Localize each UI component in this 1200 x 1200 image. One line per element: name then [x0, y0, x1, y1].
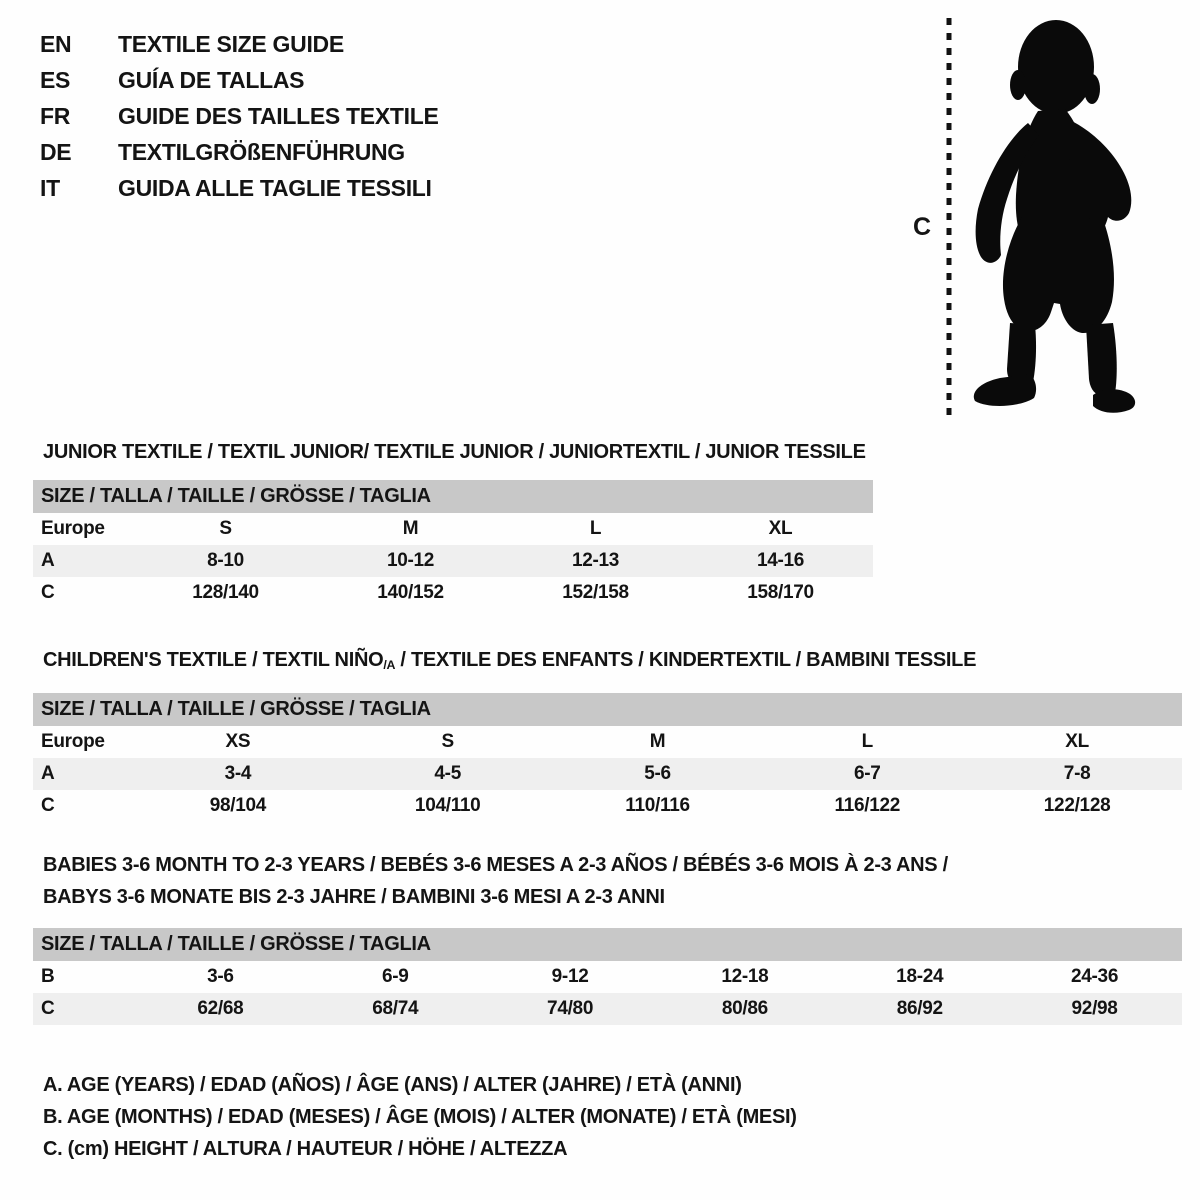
size-table — [33, 480, 873, 609]
heading-text: JUNIOR TEXTILE / TEXTIL JUNIOR/ TEXTILE JUNIOR / JUNIORTEXTIL / JUNIOR TESSILE — [43, 441, 866, 463]
table-cell: S — [219, 518, 232, 539]
table-cell: M — [402, 518, 419, 539]
legend — [43, 1069, 797, 1165]
table-header-bar: SIZE / TALLA / TAILLE / GRÖSSE / TAGLIA — [33, 480, 873, 513]
table-cell: 104/110 — [414, 795, 481, 817]
language-row — [40, 134, 439, 170]
row-label: A — [41, 550, 55, 571]
language-row — [40, 62, 439, 98]
section-heading — [43, 436, 873, 468]
heading-text: BABYS 3-6 MONATE BIS 2-3 JAHRE / BAMBINI 3-6 MESI A 2-3 ANNI — [43, 886, 665, 908]
table-row — [33, 726, 1182, 758]
table-cell: 12-13 — [571, 550, 620, 571]
language-code: ES — [40, 66, 71, 93]
language-title: GUIDE DES TAILLES TEXTILE — [118, 102, 439, 129]
row-label: C — [41, 998, 55, 1019]
table-cell: 14-16 — [756, 550, 805, 571]
language-code: IT — [40, 174, 60, 201]
table-cell: 9-12 — [551, 966, 589, 987]
language-code: FR — [40, 102, 71, 129]
row-label: Europe — [41, 518, 105, 539]
row-label: Europe — [41, 731, 105, 753]
heading-text: /A — [383, 658, 396, 673]
size-table — [33, 928, 1182, 1025]
table-cell: 3-6 — [207, 966, 234, 987]
table-cell: 116/122 — [834, 795, 901, 817]
table-cell: 8-10 — [207, 550, 244, 571]
section-childrens-textile — [33, 644, 1182, 822]
language-row — [40, 170, 439, 206]
section-heading — [43, 644, 1182, 681]
row-label: A — [41, 763, 55, 785]
table-row — [33, 513, 873, 545]
table-row — [33, 790, 1182, 822]
section-junior-textile — [33, 436, 873, 609]
legend-line: B. AGE (MONTHS) / EDAD (MESES) / ÂGE (MOIS) / ALTER (MONATE) / ETÀ (MESI) — [43, 1106, 797, 1128]
height-measure-label: C — [913, 213, 932, 241]
table-cell: 128/140 — [192, 582, 259, 603]
heading-text: / TEXTILE DES ENFANTS / KINDERTEXTIL / BAMBINI TESSILE — [395, 649, 977, 671]
section-heading — [43, 849, 1182, 913]
table-row — [33, 993, 1182, 1025]
table-cell: 5-6 — [644, 763, 671, 785]
row-label: B — [41, 966, 55, 987]
table-header-bar: SIZE / TALLA / TAILLE / GRÖSSE / TAGLIA — [33, 693, 1182, 726]
table-cell: 18-24 — [896, 966, 944, 987]
table-cell: 86/92 — [896, 998, 943, 1019]
table-cell: 110/116 — [625, 795, 690, 817]
table-cell: M — [649, 731, 666, 753]
table-cell: 122/128 — [1043, 795, 1111, 817]
table-row — [33, 961, 1182, 993]
table-cell: 158/170 — [747, 582, 814, 603]
language-title: TEXTILE SIZE GUIDE — [118, 30, 344, 57]
language-code: DE — [40, 138, 72, 165]
size-table — [33, 693, 1182, 822]
table-cell: 98/104 — [209, 795, 267, 817]
table-cell: 7-8 — [1063, 763, 1091, 785]
table-cell: 6-9 — [381, 966, 409, 987]
table-row — [33, 545, 873, 577]
table-cell: 3-4 — [224, 763, 252, 785]
table-cell: XS — [225, 731, 251, 753]
table-cell: L — [589, 518, 602, 539]
height-dashed-line-icon — [943, 16, 955, 422]
table-cell: 6-7 — [854, 763, 881, 785]
legend-line: C. (cm) HEIGHT / ALTURA / HAUTEUR / HÖHE / ALTEZZA — [43, 1138, 568, 1160]
table-cell: L — [861, 731, 873, 753]
language-code: EN — [40, 30, 72, 57]
table-row — [33, 758, 1182, 790]
table-cell: 68/74 — [372, 998, 419, 1019]
section-heading-line — [43, 436, 873, 468]
section-heading-line — [43, 849, 1182, 881]
table-header-bar: SIZE / TALLA / TAILLE / GRÖSSE / TAGLIA — [33, 928, 1182, 961]
table-cell: 62/68 — [197, 998, 244, 1019]
language-row — [40, 26, 439, 62]
language-title: GUÍA DE TALLAS — [118, 66, 305, 93]
toddler-silhouette-icon — [962, 17, 1142, 419]
section-heading-line — [43, 644, 1182, 681]
table-row — [33, 577, 873, 609]
height-figure — [905, 15, 1155, 425]
heading-text: CHILDREN'S TEXTILE / TEXTIL NIÑO — [43, 649, 384, 671]
table-cell: S — [441, 731, 454, 753]
language-row — [40, 98, 439, 134]
table-cell: 24-36 — [1071, 966, 1119, 987]
language-title: TEXTILGRÖßENFÜHRUNG — [118, 138, 405, 165]
table-cell: XL — [1065, 731, 1089, 753]
row-label: C — [41, 795, 55, 817]
table-cell: 80/86 — [721, 998, 768, 1019]
table-cell: 10-12 — [386, 550, 435, 571]
table-cell: 140/152 — [377, 582, 444, 603]
legend-line: A. AGE (YEARS) / EDAD (AÑOS) / ÂGE (ANS) / ALTER (JAHRE) / ETÀ (ANNI) — [43, 1074, 742, 1096]
section-babies-textile — [33, 849, 1182, 1025]
table-cell: 92/98 — [1071, 998, 1118, 1019]
table-cell: 152/158 — [562, 582, 629, 603]
table-cell: 4-5 — [434, 763, 461, 785]
section-heading-line — [43, 881, 1182, 913]
table-cell: 74/80 — [547, 998, 594, 1019]
language-title: GUIDA ALLE TAGLIE TESSILI — [118, 174, 432, 201]
row-label: C — [41, 582, 55, 603]
heading-text: BABIES 3-6 MONTH TO 2-3 YEARS / BEBÉS 3-6 MESES A 2-3 AÑOS / BÉBÉS 3-6 MOIS À 2-3 ANS / — [43, 854, 948, 876]
table-cell: XL — [768, 518, 793, 539]
table-cell: 12-18 — [721, 966, 769, 987]
language-title-list — [40, 26, 439, 206]
